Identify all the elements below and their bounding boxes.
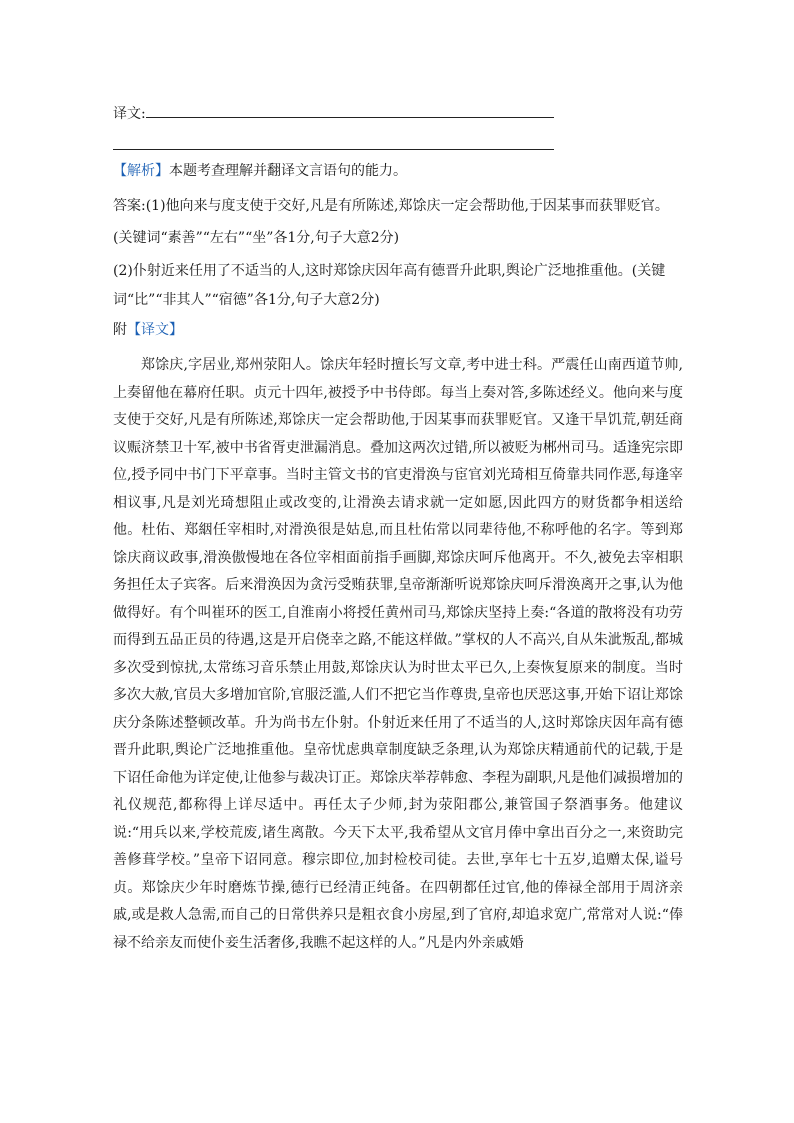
appendix-prefix: 附	[113, 322, 127, 338]
answer-line-2: (关键词“素善”“左右”“坐”各1分,句子大意2分)	[113, 230, 400, 246]
answer-line-3: (2)仆射近来任用了不适当的人,这时郑馀庆因年高有德晋升此职,舆论广泛地推重他。(关键	[113, 263, 666, 279]
answer-line-4: 词“比”“非其人”“宿德”各1分,句子大意2分)	[113, 292, 380, 308]
answer-prompt-label: 译文:	[113, 106, 146, 122]
translation-paragraph: 郑馀庆,字居业,郑州荥阳人。馀庆年轻时擅长写文章,考中进士科。严震任山南西道节帅,上奏留他在幕府任职。贞元十四年,被授予中书侍郎。每当上奏对答,多陈述经义。他向来与度支使于交好,凡是有所陈述,郑馀庆一定会帮助他,于因某事而获罪贬官。又逢干旱饥荒,朝廷商议赈济禁卫十军,被中书省胥吏泄漏消息。叠加这两次过错,所以被贬为郴州司马。适逢宪宗即位,授予同中书门下平章事。当时主管文书的官吏滑涣与宦官刘光琦相互倚靠共同作恶,每逢宰相议事,凡是刘光琦想阻止或改变的,让滑涣去请求就一定如愿,因此四方的财货都争相送给他。杜佑、郑絪任宰相时,对滑涣很是姑息,而且杜佑常以同辈待他,不称呼他的名字。等到郑馀庆商议政事,滑涣傲慢地在各位宰相面前指手画脚,郑馀庆呵斥他离开。不久,被免去宰相职务担任太子宾客。后来滑涣因为贪污受贿获罪,皇帝渐渐听说郑馀庆呵斥滑涣离开之事,认为他做得好。有个叫崔环的医工,自淮南小将授任黄州司马,郑馀庆坚持上奏:“各道的散将没有功劳而得到五品正员的待遇,这是开启侥幸之路,不能这样做。”掌权的人不高兴,自从朱泚叛乱,都城多次受到惊扰,太常练习音乐禁止用鼓,郑馀庆认为时世太平已久,上奏恢复原来的制度。当时多次大赦,官员大多增加官阶,官服泛滥,人们不把它当作尊贵,皇帝也厌恶这事,开始下诏让郑馀庆分条陈述整顿改革。升为尚书左仆射。仆射近来任用了不适当的人,这时郑馀庆因年高有德晋升此职,舆论广泛地推重他。皇帝忧虑典章制度缺乏条理,认为郑馀庆精通前代的记载,于是下诏任命他为详定使,让他参与裁决订正。郑馀庆举荐韩愈、李程为副职,凡是他们减损增加的礼仪规范,都称得上详尽适中。再任太子少师,封为荥阳郡公,兼管国子祭酒事务。他建议说:“用兵以来,学校荒废,诸生离散。今天下太平,我希望从文官月俸中拿出百分之一,来资助完善修葺学校。”皇帝下诏同意。穆宗即位,加封检校司徒。去世,享年七十五岁,追赠太保,谥号贞。郑馀庆少年时磨炼节操,德行已经清正纯备。在四朝都任过官,他的俸禄全部用于周济亲戚,或是救人急需,而自己的日常供养只是粗衣食小房屋,到了官府,却追求宽广,常常对人说:“俸禄不给亲友而使仆妾生活奢侈,我瞧不起这样的人。”凡是内外亲戚婚	[113, 357, 683, 951]
answer-line-1: 答案:(1)他向来与度支使于交好,凡是有所陈述,郑馀庆一定会帮助他,于因某事而获罪贬官。	[113, 198, 669, 214]
appendix-heading	[113, 320, 183, 340]
translation-answer-prompt	[113, 104, 146, 124]
answer-blank-line-2	[113, 149, 554, 150]
analysis-label: 【解析】	[113, 163, 169, 179]
analysis-text: 本题考查理解并翻译文言语句的能力。	[169, 163, 407, 179]
appendix-label: 【译文】	[127, 322, 183, 338]
answer-blank-line-1	[146, 117, 554, 118]
analysis-line	[113, 161, 407, 181]
